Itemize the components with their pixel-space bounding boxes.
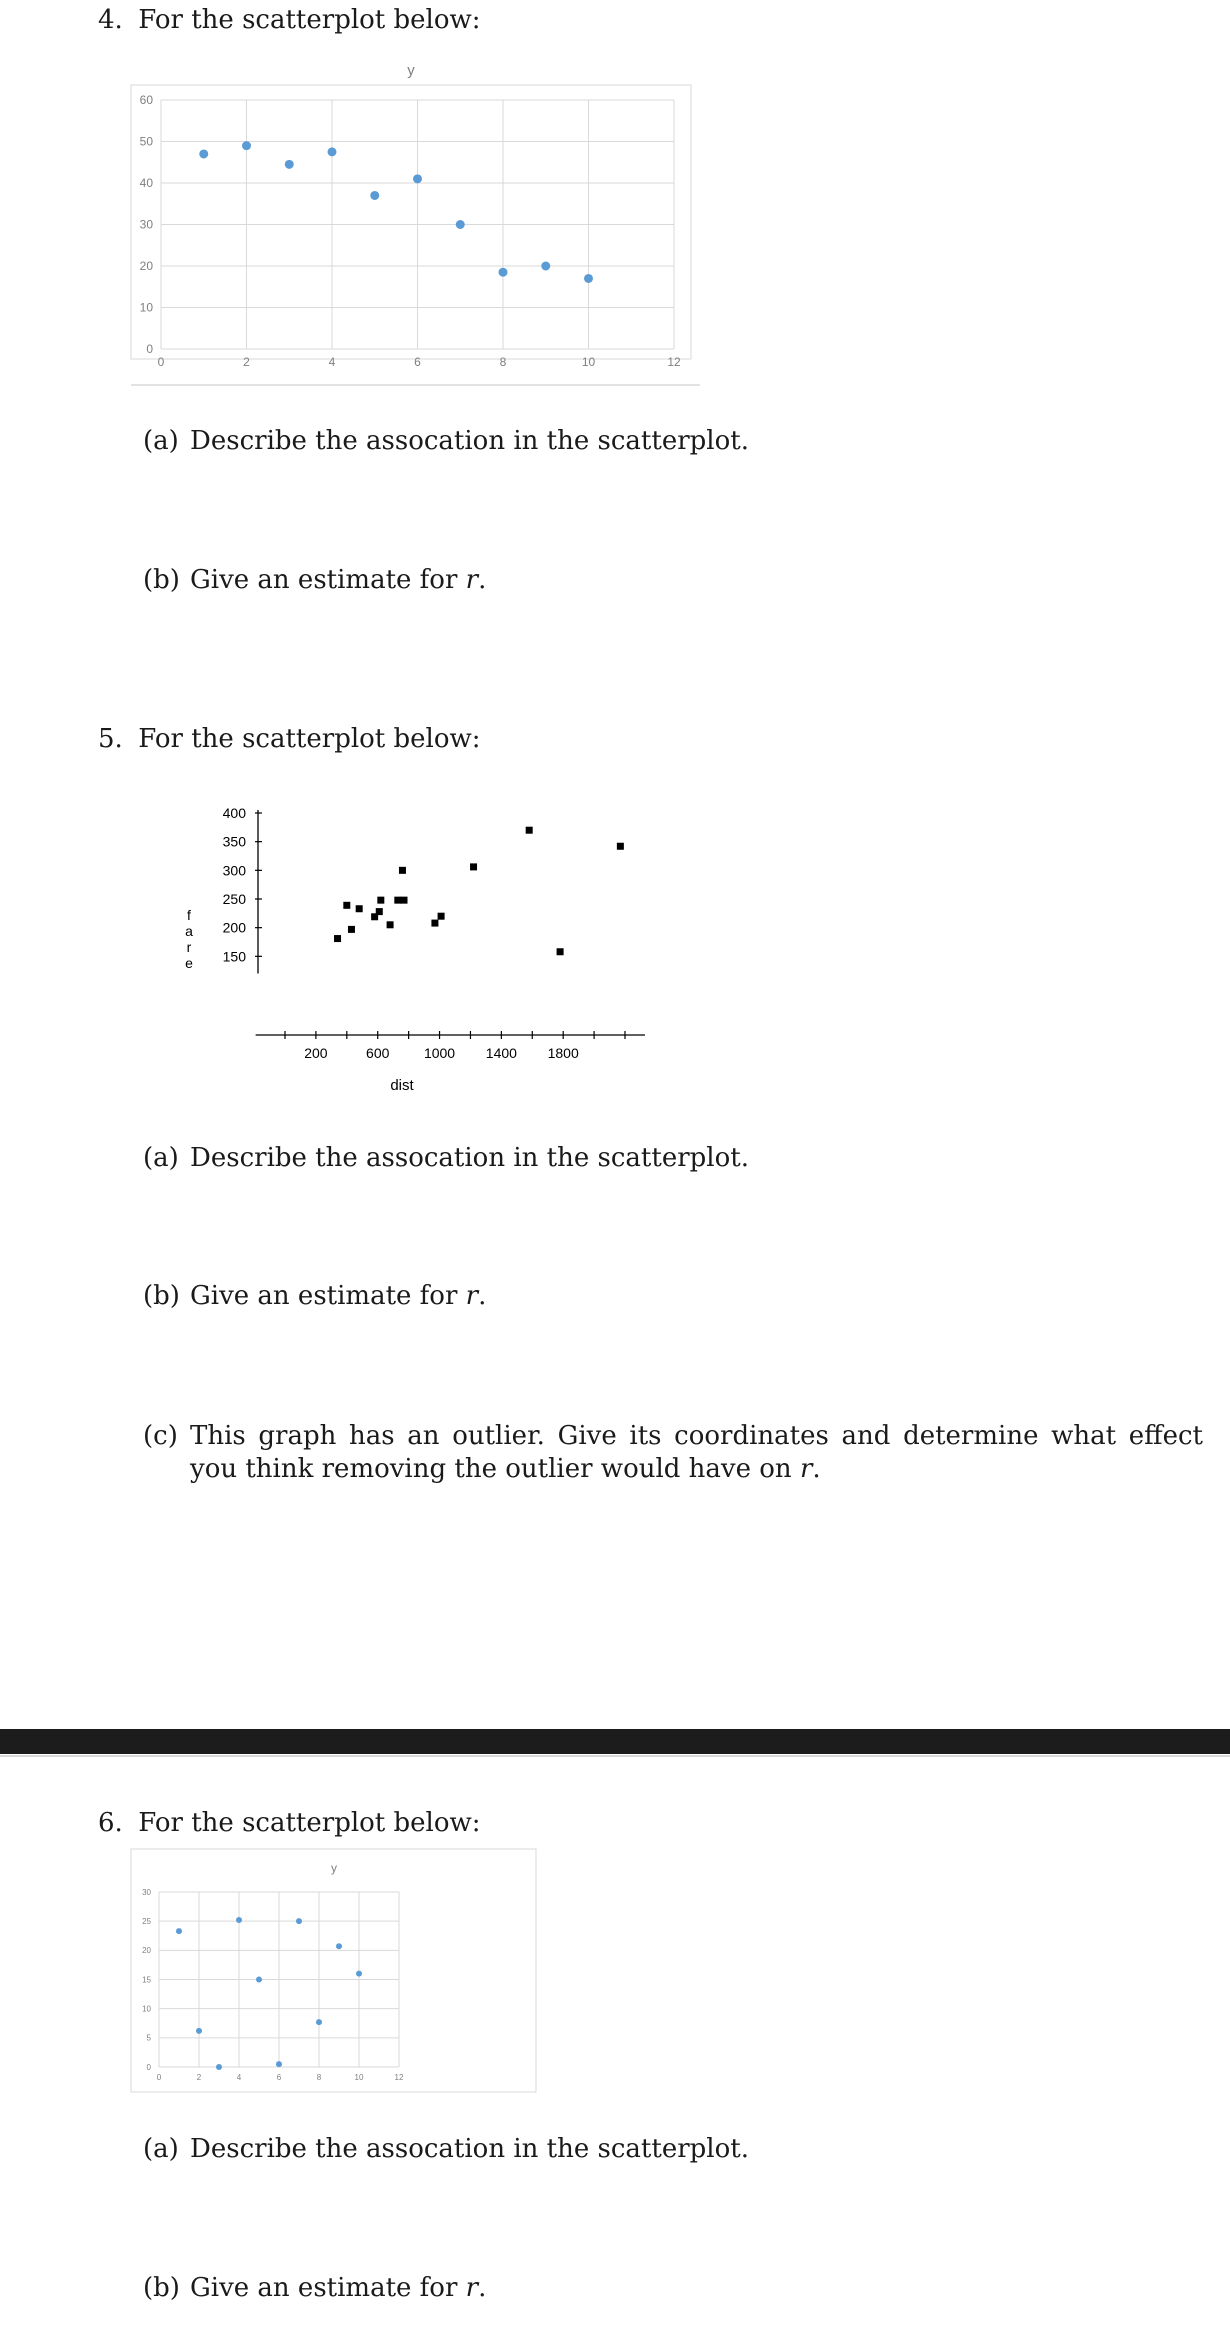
y-tick-label: 200 bbox=[222, 919, 246, 936]
part-label: (a) bbox=[143, 1143, 179, 1173]
data-point bbox=[356, 905, 363, 912]
question-number: 5. bbox=[98, 724, 123, 754]
part-text-body: Give an estimate for bbox=[190, 2273, 466, 2303]
x-tick-label: 200 bbox=[304, 1045, 328, 1061]
scatterplot-q4 bbox=[125, 55, 710, 395]
y-tick-label: 20 bbox=[142, 1946, 151, 1956]
part-text bbox=[190, 1420, 1203, 1486]
question-5-part-a bbox=[143, 1142, 1203, 1175]
data-point bbox=[328, 147, 337, 156]
question-prompt: For the scatterplot below: bbox=[138, 724, 481, 754]
question-5-part-b bbox=[143, 1280, 1203, 1313]
y-tick-label: 50 bbox=[139, 134, 153, 149]
data-point bbox=[296, 1918, 302, 1924]
page-break-line bbox=[0, 1755, 1230, 1757]
part-label: (c) bbox=[143, 1421, 178, 1451]
data-points bbox=[199, 141, 593, 283]
x-tick-label: 8 bbox=[316, 2073, 322, 2082]
y-tick-label: 5 bbox=[146, 2033, 151, 2043]
x-tick-label: 600 bbox=[366, 1045, 390, 1061]
x-tick-label: 1000 bbox=[423, 1045, 456, 1061]
x-tick-label: 6 bbox=[276, 2073, 282, 2082]
y-tick-label: 40 bbox=[139, 176, 153, 191]
y-tick-label: 150 bbox=[222, 948, 246, 965]
y-tick-label: 25 bbox=[142, 1916, 151, 1926]
x-tick-label: 12 bbox=[394, 2073, 404, 2082]
y-axis-label-letter: a bbox=[185, 923, 193, 939]
chart-frame bbox=[131, 1849, 536, 2092]
data-point bbox=[499, 268, 508, 277]
x-tick-label: 0 bbox=[156, 2073, 162, 2082]
data-point bbox=[276, 2061, 282, 2067]
data-point bbox=[431, 920, 438, 927]
data-point bbox=[336, 1943, 342, 1949]
x-tick-label: 2 bbox=[196, 2073, 202, 2082]
part-label: (a) bbox=[143, 2134, 179, 2164]
part-text-suffix: . bbox=[478, 565, 487, 595]
part-label: (b) bbox=[143, 565, 180, 595]
data-point bbox=[617, 843, 624, 850]
data-point bbox=[456, 220, 465, 229]
x-tick-label: 10 bbox=[581, 355, 596, 369]
y-tick-label: 10 bbox=[142, 2004, 151, 2014]
data-point bbox=[343, 902, 350, 909]
y-tick-label: 15 bbox=[142, 1975, 151, 1985]
data-point bbox=[370, 191, 379, 200]
data-point bbox=[334, 935, 341, 942]
question-6-heading bbox=[98, 1806, 481, 1840]
math-variable-r: r bbox=[465, 565, 479, 595]
scatterplot-q5 bbox=[175, 795, 645, 1105]
question-prompt: For the scatterplot below: bbox=[138, 5, 481, 35]
part-text-body: This graph has an outlier. Give its coordinates and determine what effect you think removing the outlier would have on bbox=[190, 1421, 1203, 1484]
data-points bbox=[334, 827, 624, 956]
part-text-body: Describe the assocation in the scatterplot. bbox=[190, 2134, 749, 2164]
part-label: (b) bbox=[143, 1281, 180, 1311]
y-axis-ticks bbox=[223, 805, 247, 964]
data-point bbox=[196, 2028, 202, 2034]
data-point bbox=[242, 141, 251, 150]
y-axis-ticks bbox=[142, 1888, 151, 2072]
data-point bbox=[401, 897, 408, 904]
data-points bbox=[176, 1917, 362, 2070]
y-tick-label: 30 bbox=[139, 217, 153, 232]
part-text-suffix: . bbox=[478, 2273, 487, 2303]
question-4-heading bbox=[98, 3, 481, 37]
x-axis-ticks bbox=[304, 1045, 579, 1061]
x-axis-ticks bbox=[157, 2073, 404, 2082]
x-tick-label: 6 bbox=[414, 355, 421, 369]
question-number: 4. bbox=[98, 5, 123, 35]
x-tick-label: 8 bbox=[499, 355, 507, 369]
part-text-suffix: . bbox=[812, 1454, 821, 1484]
part-text-body: Give an estimate for bbox=[190, 1281, 466, 1311]
part-label: (b) bbox=[143, 2273, 180, 2303]
part-text bbox=[190, 1142, 1203, 1175]
question-4-part-a bbox=[143, 425, 1203, 458]
x-tick-label: 4 bbox=[236, 2073, 242, 2082]
data-point bbox=[413, 174, 422, 183]
x-axis-label: dist bbox=[390, 1077, 414, 1094]
y-axis-label bbox=[185, 907, 193, 971]
x-tick-label: 1800 bbox=[547, 1045, 579, 1061]
y-axis-label-letter: f bbox=[187, 907, 191, 923]
y-tick-label: 60 bbox=[139, 93, 153, 108]
y-axis-label-letter: r bbox=[186, 939, 192, 955]
y-tick-label: 20 bbox=[139, 259, 153, 274]
part-text bbox=[190, 2133, 1203, 2166]
grid bbox=[159, 1892, 399, 2067]
part-label: (a) bbox=[143, 426, 179, 456]
question-4-part-b bbox=[143, 564, 1203, 597]
data-point bbox=[387, 921, 394, 928]
axes bbox=[255, 810, 645, 1039]
x-tick-label: 10 bbox=[354, 2073, 364, 2082]
data-point bbox=[216, 2064, 222, 2070]
data-point bbox=[541, 262, 550, 271]
y-tick-label: 350 bbox=[222, 833, 246, 850]
data-point bbox=[470, 863, 477, 870]
question-5-part-c bbox=[143, 1420, 1203, 1486]
data-point bbox=[557, 948, 564, 955]
y-tick-label: 30 bbox=[142, 1887, 151, 1897]
x-tick-label: 2 bbox=[243, 355, 250, 369]
data-point bbox=[438, 913, 445, 920]
x-tick-label: 0 bbox=[157, 355, 165, 369]
math-variable-r: r bbox=[799, 1454, 813, 1484]
scatterplot-q6 bbox=[130, 1848, 540, 2094]
question-6-part-a bbox=[143, 2133, 1203, 2166]
x-tick-label: 4 bbox=[328, 355, 336, 369]
y-tick-label: 0 bbox=[146, 342, 153, 357]
question-6-part-b bbox=[143, 2272, 1203, 2305]
chart-title: y bbox=[331, 1861, 337, 1875]
part-text bbox=[190, 1280, 1203, 1313]
chart-title: y bbox=[407, 62, 415, 79]
part-text-body: Describe the assocation in the scatterplot. bbox=[190, 426, 749, 456]
data-point bbox=[584, 274, 593, 283]
part-text bbox=[190, 564, 1203, 597]
part-text-suffix: . bbox=[478, 1281, 487, 1311]
data-point bbox=[377, 897, 384, 904]
part-text bbox=[190, 2272, 1203, 2305]
chart-frame bbox=[131, 85, 691, 359]
data-point bbox=[376, 908, 383, 915]
data-point bbox=[394, 897, 401, 904]
x-axis-ticks bbox=[158, 355, 681, 369]
x-tick-label: 12 bbox=[667, 355, 681, 369]
x-tick-label: 1400 bbox=[485, 1045, 517, 1061]
y-tick-label: 300 bbox=[222, 862, 246, 879]
data-point bbox=[316, 2019, 322, 2025]
y-tick-label: 250 bbox=[222, 891, 246, 907]
data-point bbox=[285, 160, 294, 169]
y-axis-label-letter: e bbox=[185, 955, 193, 971]
grid bbox=[161, 100, 674, 349]
data-point bbox=[236, 1917, 242, 1923]
y-tick-label: 0 bbox=[146, 2062, 151, 2072]
data-point bbox=[526, 827, 533, 834]
data-point bbox=[199, 149, 208, 158]
y-tick-label: 400 bbox=[222, 805, 246, 821]
question-number: 6. bbox=[98, 1808, 123, 1838]
data-point bbox=[356, 1971, 362, 1977]
math-variable-r: r bbox=[465, 1281, 479, 1311]
data-point bbox=[399, 867, 406, 874]
math-variable-r: r bbox=[465, 2273, 479, 2303]
part-text-body: Describe the assocation in the scatterplot. bbox=[190, 1143, 749, 1173]
question-5-heading bbox=[98, 722, 481, 756]
part-text-body: Give an estimate for bbox=[190, 565, 466, 595]
part-text bbox=[190, 425, 1203, 458]
question-prompt: For the scatterplot below: bbox=[138, 1808, 481, 1838]
data-point bbox=[256, 1977, 262, 1983]
data-point bbox=[176, 1928, 182, 1934]
data-point bbox=[348, 926, 355, 933]
y-tick-label: 10 bbox=[139, 300, 153, 315]
y-axis-ticks bbox=[140, 93, 154, 356]
page-break-bar bbox=[0, 1729, 1230, 1754]
